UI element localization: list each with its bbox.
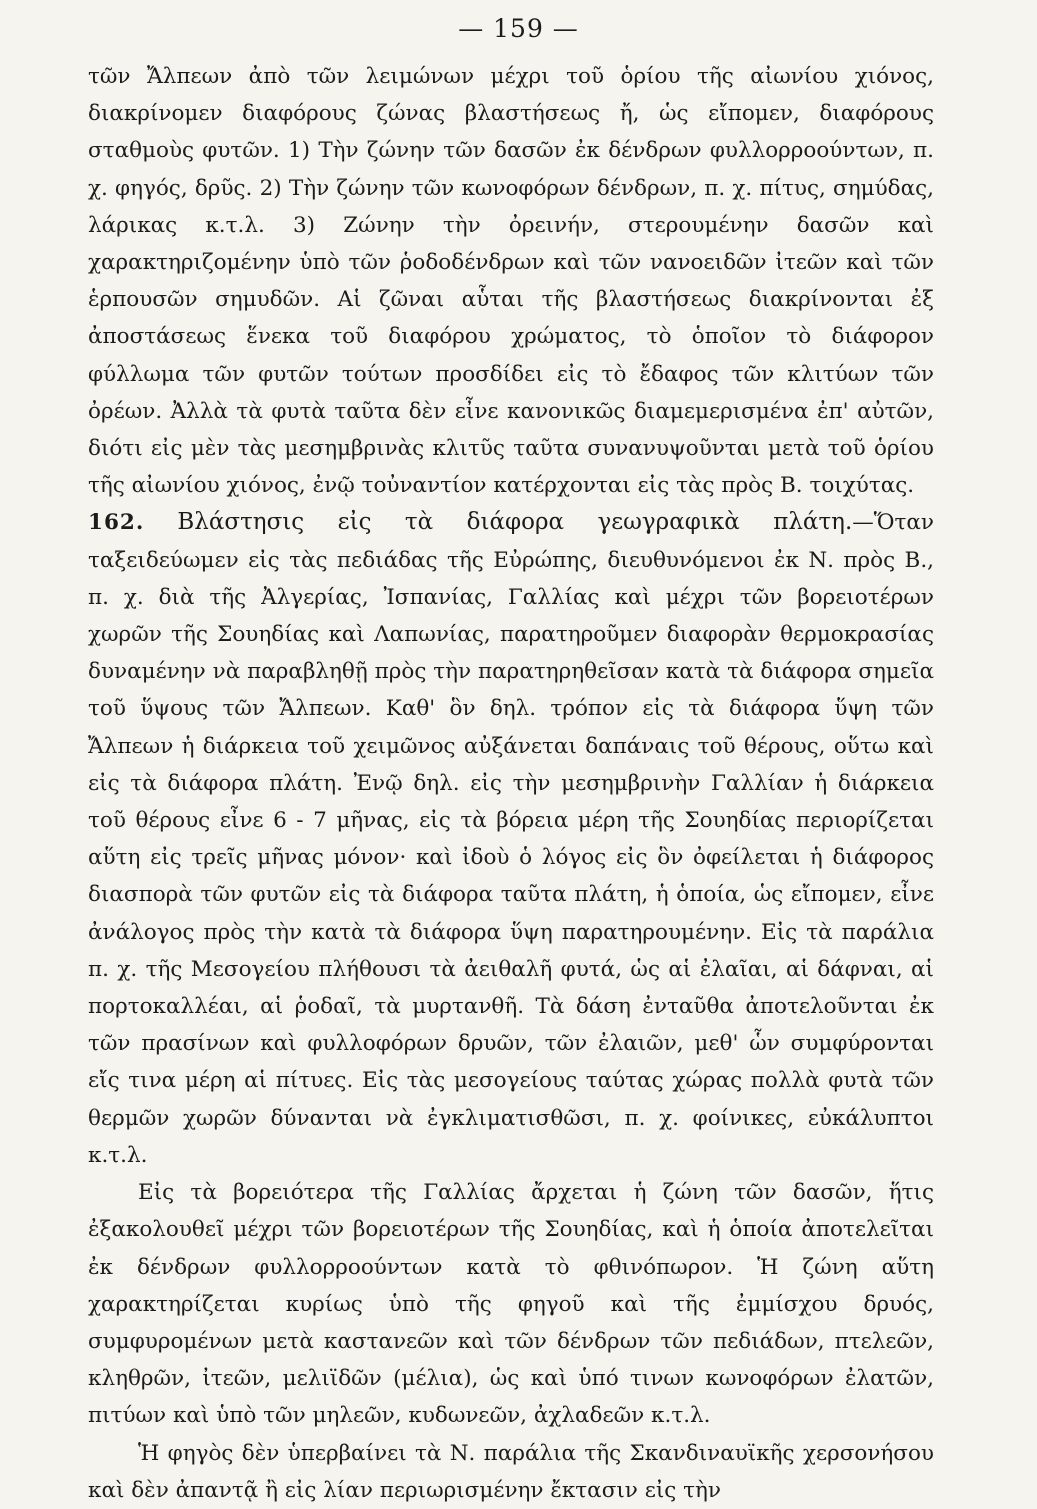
section-number: 162. <box>88 510 145 536</box>
section-title: Βλάστησις εἰς τὰ διάφορα γεωγραφικὰ πλάτη. <box>177 509 853 536</box>
page-number: — 159 — <box>458 14 579 43</box>
section-162 <box>88 504 934 1174</box>
body-text <box>88 58 934 1509</box>
paragraph-alps-vegetation-zones: τῶν Ἄλπεων ἀπὸ τῶν λειμώνων μέχρι τοῦ ὁρίου τῆς αἰωνίου χιόνος, διακρίνομεν διαφόρους ζώνας βλαστήσεως ἤ, ὡς εἴπομεν, διαφόρους σταθμοὺς φυτῶν. 1) Τὴν ζώνην τῶν δασῶν ἐκ δένδρων φυλλορροούντων, π. χ. φηγός, δρῦς. 2) Τὴν ζώνην τῶν κωνοφόρων δένδρων, π. χ. πίτυς, σημύδας, λάρικας κ.τ.λ. 3) Ζώνην τὴν ὀρεινήν, στερουμένην δασῶν καὶ χαρακτηριζομένην ὑπὸ τῶν ῥοδοδένδρων καὶ τῶν νανοειδῶν ἰτεῶν καὶ τῶν ἑρπουσῶν σημυδῶν. Αἱ ζῶναι αὗται τῆς βλαστήσεως διακρίνονται ἐξ ἀποστάσεως ἕνεκα τοῦ διαφόρου χρώματος, τὸ ὁποῖον τὸ διάφορον φύλλωμα τῶν φυτῶν τούτων προσδίδει εἰς τὸ ἔδαφος τῶν κλιτύων τῶν ὀρέων. Ἀλλὰ τὰ φυτὰ ταῦτα δὲν εἶνε κανονικῶς διαμεμερισμένα ἐπ' αὐτῶν, διότι εἰς μὲν τὰς μεσημβρινὰς κλιτῦς ταῦτα συνανυψοῦνται μετὰ τοῦ ὁρίου τῆς αἰωνίου χιόνος, ἐνῷ τοὐναντίον κατέρχονται εἰς τὰς πρὸς Β. τοιχύτας. <box>88 64 934 499</box>
section-162-text: —Ὅταν ταξειδεύωμεν εἰς τὰς πεδιάδας τῆς Εὐρώπης, διευθυνόμενοι ἐκ Ν. πρὸς Β., π. χ. διὰ τῆς Ἀλγερίας, Ἰσπανίας, Γαλλίας καὶ μέχρι τῶν βορειοτέρων χωρῶν τῆς Σουηδίας καὶ Λαπωνίας, παρατηροῦμεν διαφορὰν θερμοκρασίας δυναμένην νὰ παραβληθῇ πρὸς τὴν παρατηρηθεῖσαν κατὰ τὰ διάφορα σημεῖα τοῦ ὕψους τῶν Ἄλπεων. Καθ' ὃν δηλ. τρόπον εἰς τὰ διάφορα ὕψη τῶν Ἄλπεων ἡ διάρκεια τοῦ χειμῶνος αὐξάνεται δαπάναις τοῦ θέρους, οὕτω καὶ εἰς τὰ διάφορα πλάτη. Ἐνῷ δηλ. εἰς τὴν μεσημβρινὴν Γαλλίαν ἡ διάρκεια τοῦ θέρους εἶνε 6 - 7 μῆνας, εἰς τὰ βόρεια μέρη τῆς Σουηδίας περιορίζεται αὕτη εἰς τρεῖς μῆνας μόνον· καὶ ἰδοὺ ὁ λόγος εἰς ὃν ὀφείλεται ἡ διάφορος διασπορὰ τῶν φυτῶν εἰς τὰ διάφορα ταῦτα πλάτη, ἡ ὁποία, ὡς εἴπομεν, εἶνε ἀνάλογος πρὸς τὴν κατὰ τὰ διάφορα ὕψη παρατηρουμένην. Εἰς τὰ παράλια π. χ. τῆς Μεσογείου πλήθουσι τὰ ἀειθαλῆ φυτά, ὡς αἱ ἐλαῖαι, αἱ δάφναι, αἱ πορτοκαλλέαι, αἱ ῥοδαῖ, τὰ μυρτανθῆ. Τὰ δάση ἐνταῦθα ἀποτελοῦνται ἐκ τῶν πρασίνων καὶ φυλλοφόρων δρυῶν, τῶν ἐλαιῶν, μεθ' ὧν συμφύρονται εἴς τινα μέρη αἱ πίτυες. Εἰς τὰς μεσογείους ταύτας χώρας πολλὰ φυτὰ τῶν θερμῶν χωρῶν δύνανται νὰ ἐγκλιματισθῶσι, π. χ. φοίνικες, εὐκάλυπτοι κ.τ.λ. <box>88 510 934 1168</box>
paragraph-northern-forests: Εἰς τὰ βορειότερα τῆς Γαλλίας ἄρχεται ἡ ζώνη τῶν δασῶν, ἥτις ἐξακολουθεῖ μέχρι τῶν βορειοτέρων τῆς Σουηδίας, καὶ ἡ ὁποία ἀποτελεῖται ἐκ δένδρων φυλλορροούντων κατὰ τὸ φθινόπωρον. Ἡ ζώνη αὕτη χαρακτηρίζεται κυρίως ὑπὸ τῆς φηγοῦ καὶ τῆς ἐμμίσχου δρυός, συμφυρομένων μετὰ καστανεῶν καὶ τῶν δένδρων τῶν πεδιάδων, πτελεῶν, κληθρῶν, ἰτεῶν, μελιϊδῶν (μέλια), ὡς καὶ ὑπό τινων κωνοφόρων ἐλατῶν, πιτύων καὶ ὑπὸ τῶν μηλεῶν, κυδωνεῶν, ἀχλαδεῶν κ.τ.λ. <box>88 1180 934 1429</box>
paragraph-beech-limit: Ἡ φηγὸς δὲν ὑπερβαίνει τὰ Ν. παράλια τῆς Σκανδιναυϊκῆς χερσονήσου καὶ δὲν ἀπαντᾷ ἢ εἰς λίαν περιωρισμένην ἔκτασιν εἰς τὴν <box>88 1440 934 1503</box>
